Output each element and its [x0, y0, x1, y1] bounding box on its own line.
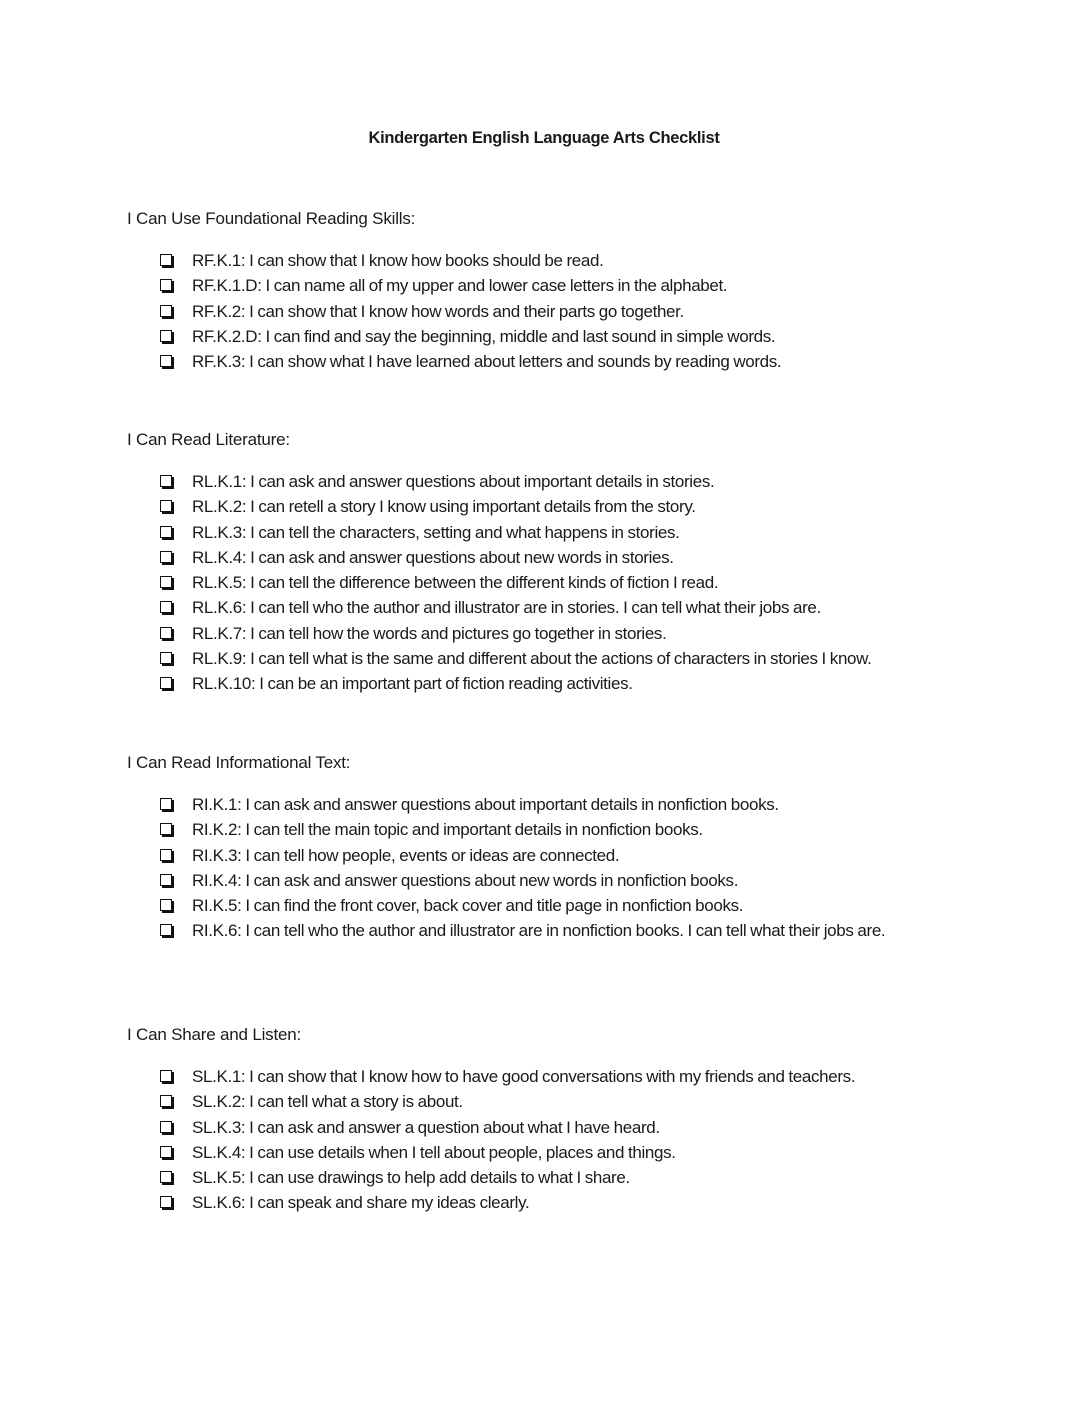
checklist-item-text: RL.K.3: I can tell the characters, setting and what happens in stories.	[192, 522, 680, 542]
section-heading: I Can Read Informational Text:	[127, 753, 351, 772]
checklist-item-text: RL.K.5: I can tell the difference between the different kinds of fiction I read.	[192, 573, 719, 593]
checkbox-icon[interactable]	[160, 1095, 172, 1107]
checklist-item	[127, 248, 967, 273]
checklist-item	[127, 469, 967, 494]
checklist-item-text: RF.K.2.D: I can find and say the beginning, middle and last sound in simple words.	[192, 326, 776, 346]
checklist-item-text: RL.K.7: I can tell how the words and pictures go together in stories.	[192, 623, 667, 643]
checklist-item	[127, 1115, 967, 1140]
checklist-item-text: SL.K.5: I can use drawings to help add details to what I share.	[192, 1168, 630, 1188]
checklist-item	[127, 570, 967, 595]
checklist-item-text: RF.K.1: I can show that I know how books should be read.	[192, 251, 604, 270]
checkbox-icon[interactable]	[160, 305, 172, 317]
checklist-item-text: RF.K.2: I can show that I know how words and their parts go together.	[192, 301, 684, 321]
checklist-item	[127, 868, 967, 893]
checkbox-icon[interactable]	[160, 652, 172, 664]
checklist	[127, 469, 967, 697]
checklist-item	[127, 817, 967, 842]
section-share-and-listen	[127, 1024, 967, 1216]
checklist-item	[127, 1140, 967, 1165]
checklist-item-text: RL.K.4: I can ask and answer questions about new words in stories.	[192, 547, 674, 567]
checkbox-icon[interactable]	[160, 1070, 172, 1082]
checklist	[127, 1064, 967, 1216]
checkbox-icon[interactable]	[160, 1171, 172, 1183]
checkbox-icon[interactable]	[160, 1146, 172, 1158]
checklist-item-text: RI.K.5: I can find the front cover, back cover and title page in nonfiction books.	[192, 896, 744, 916]
checklist-item	[127, 843, 967, 868]
checkbox-icon[interactable]	[160, 899, 172, 911]
checkbox-icon[interactable]	[160, 475, 172, 487]
checklist-item	[127, 646, 967, 671]
checkbox-icon[interactable]	[160, 924, 172, 936]
checklist-item	[127, 893, 967, 918]
checkbox-icon[interactable]	[160, 601, 172, 613]
checklist-item-text: SL.K.6: I can speak and share my ideas clearly.	[192, 1193, 530, 1213]
checklist-item	[127, 545, 967, 570]
checklist-item-text: SL.K.4: I can use details when I tell about people, places and things.	[192, 1142, 676, 1162]
checkbox-icon[interactable]	[160, 798, 172, 810]
section-heading: I Can Use Foundational Reading Skills:	[127, 209, 416, 228]
checklist-item	[127, 520, 967, 545]
checklist-item-text: RI.K.2: I can tell the main topic and important details in nonfiction books.	[192, 820, 703, 840]
checklist-item	[127, 792, 967, 817]
checkbox-icon[interactable]	[160, 254, 172, 266]
section-read-literature	[127, 429, 967, 697]
checklist-item	[127, 324, 967, 349]
checklist-item	[127, 1190, 967, 1215]
checkbox-icon[interactable]	[160, 526, 172, 538]
checklist-item-text: RL.K.6: I can tell who the author and illustrator are in stories. I can tell what their jobs are.	[192, 598, 821, 618]
checklist	[127, 792, 967, 944]
checklist-item	[127, 1089, 967, 1114]
checklist-item	[127, 494, 967, 519]
checklist-item-text: SL.K.3: I can ask and answer a question about what I have heard.	[192, 1117, 660, 1137]
checkbox-icon[interactable]	[160, 279, 172, 291]
checkbox-icon[interactable]	[160, 627, 172, 639]
checkbox-icon[interactable]	[160, 355, 172, 367]
checklist	[127, 248, 967, 374]
checklist-item-text: SL.K.1: I can show that I know how to have good conversations with my friends and teachers.	[192, 1067, 856, 1086]
checkbox-icon[interactable]	[160, 677, 172, 689]
section-foundational-reading	[127, 208, 967, 374]
checklist-item	[127, 671, 967, 696]
checkbox-icon[interactable]	[160, 874, 172, 886]
checklist-item	[127, 1064, 967, 1089]
checklist-item-text: RI.K.1: I can ask and answer questions about important details in nonfiction books.	[192, 795, 779, 814]
checklist-item-text: RI.K.6: I can tell who the author and illustrator are in nonfiction books. I can tell what their jobs are.	[192, 921, 886, 941]
section-heading: I Can Read Literature:	[127, 430, 290, 449]
checklist-item-text: RF.K.3: I can show what I have learned about letters and sounds by reading words.	[192, 352, 782, 372]
checkbox-icon[interactable]	[160, 823, 172, 835]
checklist-item-text: RF.K.1.D: I can name all of my upper and lower case letters in the alphabet.	[192, 276, 728, 296]
checklist-item	[127, 273, 967, 298]
checklist-item-text: RI.K.3: I can tell how people, events or ideas are connected.	[192, 845, 620, 865]
checkbox-icon[interactable]	[160, 1196, 172, 1208]
checklist-item	[127, 918, 967, 943]
checkbox-icon[interactable]	[160, 576, 172, 588]
checklist-item	[127, 621, 967, 646]
checklist-item-text: RL.K.1: I can ask and answer questions about important details in stories.	[192, 472, 715, 491]
checkbox-icon[interactable]	[160, 330, 172, 342]
checklist-item	[127, 595, 967, 620]
checklist-item-text: RI.K.4: I can ask and answer questions about new words in nonfiction books.	[192, 870, 739, 890]
checkbox-icon[interactable]	[160, 500, 172, 512]
section-heading: I Can Share and Listen:	[127, 1025, 302, 1044]
checklist-item-text: RL.K.10: I can be an important part of fiction reading activities.	[192, 674, 633, 694]
checklist-item-text: SL.K.2: I can tell what a story is about.	[192, 1092, 463, 1112]
checkbox-icon[interactable]	[160, 849, 172, 861]
checklist-item	[127, 1165, 967, 1190]
checkbox-icon[interactable]	[160, 1121, 172, 1133]
document-title: Kindergarten English Language Arts Checklist	[368, 129, 720, 147]
section-read-informational-text	[127, 752, 967, 944]
checklist-item-text: RL.K.9: I can tell what is the same and different about the actions of characters in stories I know.	[192, 649, 872, 669]
checkbox-icon[interactable]	[160, 551, 172, 563]
checklist-item	[127, 349, 967, 374]
checklist-item-text: RL.K.2: I can retell a story I know using important details from the story.	[192, 497, 696, 517]
checklist-item	[127, 299, 967, 324]
